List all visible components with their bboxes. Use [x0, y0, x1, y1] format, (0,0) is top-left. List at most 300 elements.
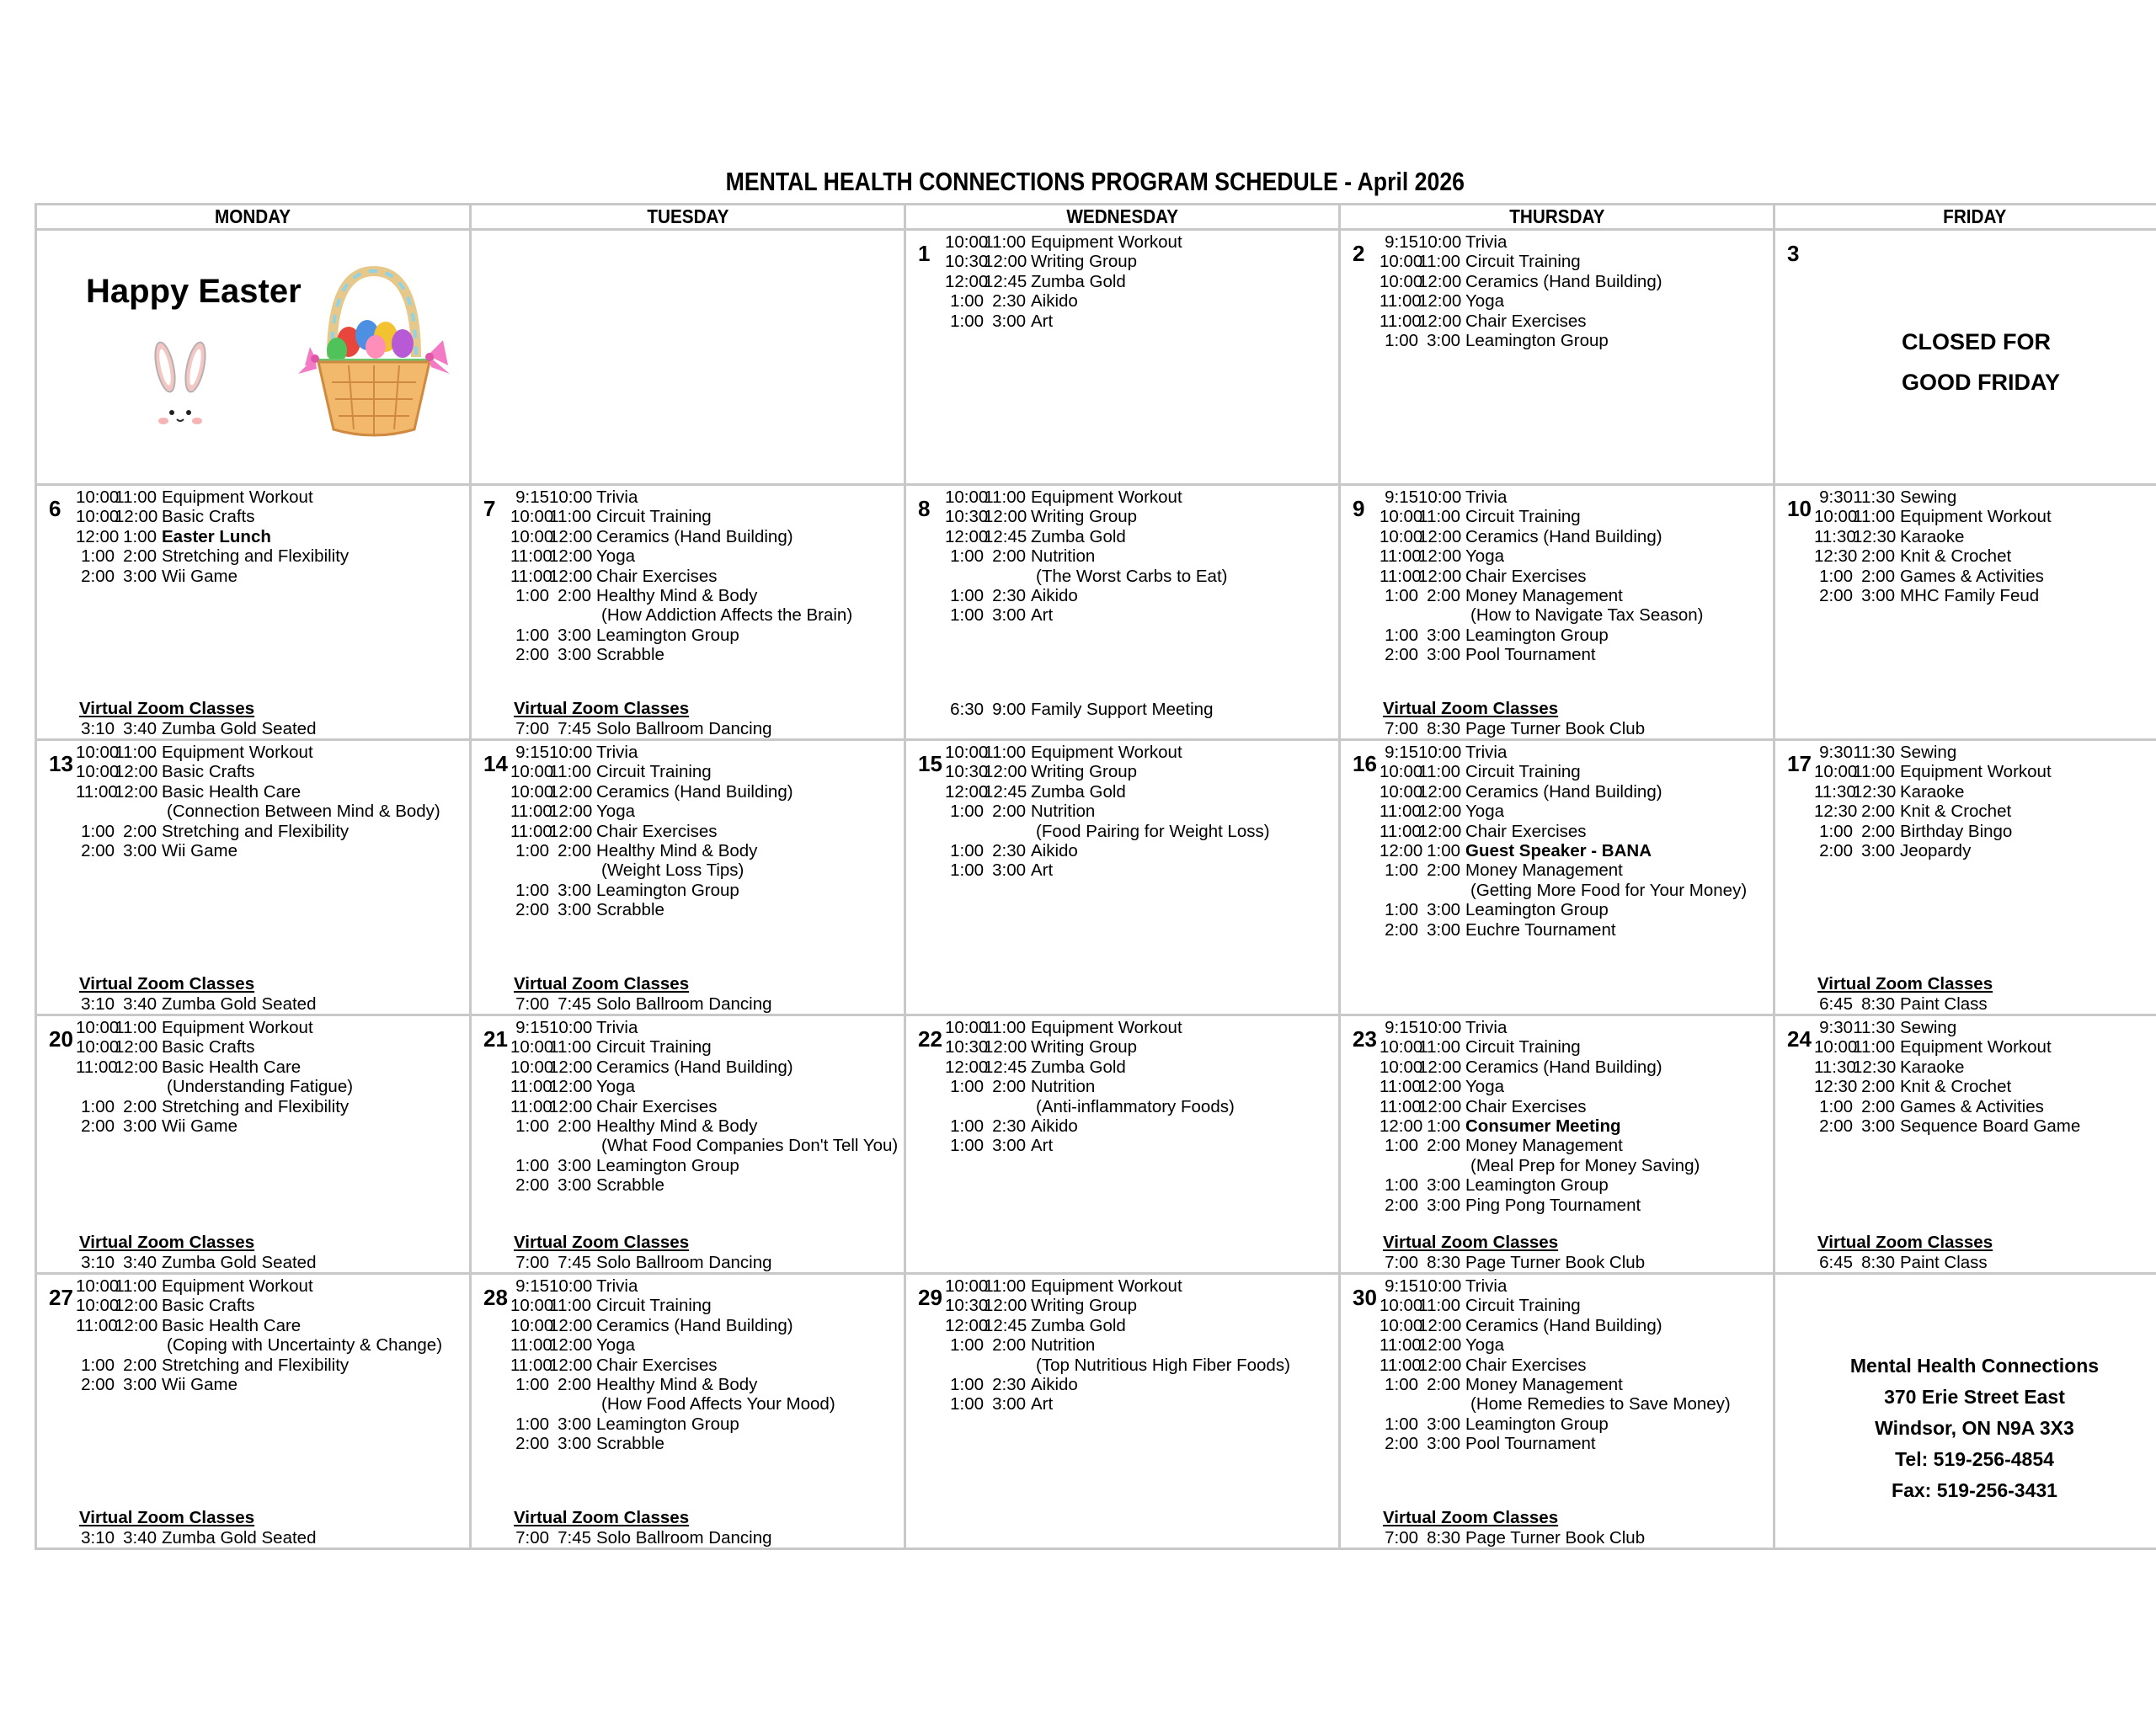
activity-row — [1380, 802, 1773, 821]
day-number: 6 — [49, 496, 61, 521]
activity-name: Stretching and Flexibility — [162, 821, 350, 841]
start-time: 1:00 — [1819, 566, 1853, 586]
start-time: 10:00 — [1814, 762, 1858, 782]
activity-topic: (Coping with Uncertainty & Change) — [167, 1335, 443, 1356]
header-friday — [1774, 205, 2156, 230]
day-number: 14 — [483, 751, 508, 776]
end-time: 3:00 — [1427, 1195, 1460, 1215]
activity-name: Page Turner Book Club — [1465, 1252, 1646, 1272]
activity-row — [1380, 1037, 1773, 1057]
day-cell — [1774, 1274, 2156, 1549]
start-time: 11:00 — [76, 781, 118, 802]
activity-row — [945, 1018, 1338, 1037]
end-time: 12:00 — [549, 1057, 593, 1077]
start-time: 10:00 — [1380, 507, 1423, 527]
activity-name: Equipment Workout — [162, 1018, 313, 1037]
activity-topic: (What Food Companies Don't Tell You) — [601, 1136, 899, 1156]
start-time: 10:00 — [1380, 271, 1423, 291]
activity-name: Ceramics (Hand Building) — [1465, 781, 1662, 802]
activity-row — [1814, 1077, 2156, 1096]
end-time: 10:00 — [549, 1018, 593, 1037]
end-time: 12:45 — [984, 1057, 1027, 1077]
end-time: 12:00 — [984, 1296, 1027, 1316]
end-time: 2:30 — [992, 1116, 1026, 1137]
contact-line: Fax: 519-256-3431 — [1892, 1479, 2057, 1501]
activity-list — [945, 232, 1338, 331]
start-time: 10:00 — [945, 743, 989, 762]
start-time: 10:00 — [1380, 781, 1423, 802]
end-time: 12:00 — [549, 1355, 593, 1375]
day-cell — [1774, 485, 2156, 740]
start-time: 11:30 — [1814, 526, 1856, 546]
activity-row — [1380, 546, 1773, 566]
end-time: 11:00 — [984, 232, 1026, 252]
start-time: 12:00 — [945, 271, 989, 291]
end-time: 12:00 — [549, 1315, 593, 1335]
activity-row — [945, 1335, 1338, 1355]
activity-row — [76, 1296, 469, 1315]
start-time: 9:15 — [1385, 1018, 1418, 1037]
virtual-zoom-classes — [1380, 699, 1773, 738]
activity-row — [1814, 586, 2156, 605]
start-time: 9:15 — [1385, 1276, 1418, 1296]
activity-row — [1380, 1434, 1773, 1453]
end-time: 3:40 — [123, 1527, 157, 1548]
activity-row — [510, 881, 904, 900]
end-time: 11:00 — [549, 507, 591, 527]
start-time: 11:00 — [1380, 821, 1422, 841]
start-time: 1:00 — [950, 802, 984, 822]
end-time: 11:00 — [115, 1276, 157, 1296]
day-cell-content — [1775, 741, 2156, 1014]
activity-row — [945, 546, 1338, 566]
activity-row — [1814, 841, 2156, 860]
start-time: 10:00 — [1380, 526, 1423, 546]
end-time: 10:00 — [1418, 743, 1462, 762]
activity-row — [945, 272, 1338, 291]
activity-row — [510, 567, 904, 586]
evening-activity-row — [945, 700, 1338, 719]
activity-row — [76, 743, 469, 762]
end-time: 12:00 — [1418, 1315, 1462, 1335]
header-wednesday — [905, 205, 1340, 230]
activity-row — [1380, 626, 1773, 645]
activity-row — [1380, 900, 1773, 919]
day-cell-content — [37, 1016, 469, 1272]
activity-name: Wii Game — [162, 1116, 237, 1137]
week-row — [36, 1274, 2156, 1549]
start-time: 10:30 — [945, 762, 989, 782]
activity-name: Healthy Mind & Body — [596, 586, 758, 606]
end-time: 2:00 — [1861, 1096, 1895, 1116]
end-time: 2:00 — [558, 841, 591, 861]
end-time: 2:00 — [123, 546, 157, 567]
end-time: 12:00 — [1418, 1077, 1462, 1097]
activity-row — [510, 1018, 904, 1037]
activity-row — [76, 567, 469, 586]
end-time: 2:30 — [992, 841, 1026, 861]
activity-row — [945, 1316, 1338, 1335]
end-time: 3:00 — [992, 605, 1026, 626]
day-cell-content — [906, 741, 1338, 1014]
activity-topic: (Home Remedies to Save Money) — [1470, 1394, 1731, 1414]
zoom-header: Virtual Zoom Classes — [79, 699, 255, 719]
start-time: 6:45 — [1819, 994, 1853, 1014]
day-number: 28 — [483, 1285, 508, 1310]
activity-name: Zumba Gold — [1031, 1315, 1126, 1335]
end-time: 3:00 — [558, 1414, 591, 1434]
activity-row — [1380, 1414, 1773, 1434]
activity-row — [510, 586, 904, 605]
activity-row — [1380, 1018, 1773, 1037]
end-time: 12:00 — [115, 781, 158, 802]
start-time: 7:00 — [515, 1527, 549, 1548]
zoom-header: Virtual Zoom Classes — [1383, 699, 1559, 719]
activity-list — [1380, 487, 1773, 665]
start-time: 12:00 — [945, 526, 989, 546]
activity-name: Leamington Group — [1465, 625, 1609, 645]
start-time: 11:00 — [1380, 291, 1422, 312]
activity-name: Writing Group — [1031, 762, 1138, 782]
zoom-header: Virtual Zoom Classes — [514, 974, 690, 994]
activity-row — [945, 527, 1338, 546]
start-time: 10:00 — [1380, 1296, 1423, 1316]
end-time: 11:00 — [1853, 507, 1895, 527]
header-tuesday — [471, 205, 905, 230]
end-time: 3:00 — [558, 1175, 591, 1196]
day-cell — [471, 1274, 905, 1549]
activity-name: Family Support Meeting — [1031, 699, 1214, 719]
end-time: 12:00 — [549, 1335, 593, 1356]
activity-name: Nutrition — [1031, 1077, 1096, 1097]
start-time: 2:00 — [515, 900, 549, 920]
end-time: 2:00 — [1861, 566, 1895, 586]
day-cell — [36, 485, 471, 740]
start-time: 1:00 — [1819, 1096, 1853, 1116]
activity-row — [1380, 841, 1773, 860]
zoom-activity-row — [510, 1528, 904, 1548]
end-time: 11:30 — [1853, 743, 1895, 762]
activity-name: Yoga — [1465, 546, 1504, 567]
start-time: 2:00 — [1819, 841, 1853, 861]
activity-list — [76, 1018, 469, 1136]
activity-name: Leamington Group — [596, 625, 739, 645]
activity-row — [510, 762, 904, 781]
end-time: 11:00 — [984, 1018, 1026, 1037]
start-time: 1:00 — [950, 1375, 984, 1395]
end-time: 11:00 — [1853, 762, 1895, 782]
day-cell — [905, 740, 1340, 1015]
activity-row — [510, 1335, 904, 1355]
end-time: 11:00 — [549, 1296, 591, 1316]
day-number: 2 — [1353, 241, 1365, 266]
activity-list — [1380, 1018, 1773, 1215]
day-cell — [1340, 230, 1774, 485]
easter-basket-icon — [298, 264, 450, 445]
activity-row — [1380, 822, 1773, 841]
end-time: 1:00 — [123, 526, 157, 546]
activity-row — [1380, 645, 1773, 664]
zoom-header: Virtual Zoom Classes — [1817, 1233, 1993, 1253]
activity-row — [510, 1276, 904, 1296]
activity-name: Art — [1031, 605, 1054, 626]
day-cell-content — [906, 1016, 1338, 1272]
zoom-activity-row — [1380, 1253, 1773, 1272]
end-time: 3:00 — [992, 1136, 1026, 1156]
activity-name: Circuit Training — [596, 507, 712, 527]
end-time: 11:00 — [984, 743, 1026, 762]
activity-row — [1380, 1196, 1773, 1215]
activity-row — [1380, 272, 1773, 291]
end-time: 3:00 — [1427, 1414, 1460, 1434]
activity-name: Basic Crafts — [162, 1296, 255, 1316]
activity-row — [510, 1116, 904, 1136]
activity-list — [945, 1018, 1338, 1156]
start-time: 1:00 — [950, 546, 984, 567]
end-time: 3:00 — [558, 645, 591, 665]
activity-row — [76, 822, 469, 841]
start-time: 6:30 — [950, 699, 984, 719]
activity-row — [510, 527, 904, 546]
activity-name: Sequence Board Game — [1900, 1116, 2081, 1137]
activity-name: Trivia — [596, 1018, 638, 1037]
activity-name: Equipment Workout — [162, 1276, 313, 1296]
start-time: 10:00 — [76, 487, 120, 507]
schedule-calendar — [35, 203, 2156, 1550]
activity-row — [510, 487, 904, 507]
zoom-header: Virtual Zoom Classes — [514, 1233, 690, 1253]
start-time: 11:00 — [1380, 566, 1422, 586]
end-time: 2:30 — [992, 291, 1026, 312]
contact-line: Windsor, ON N9A 3X3 — [1875, 1417, 2074, 1439]
start-time: 10:00 — [945, 232, 989, 252]
virtual-zoom-classes — [76, 1508, 469, 1548]
activity-name: Paint Class — [1900, 1252, 1988, 1272]
start-time: 1:00 — [81, 1096, 115, 1116]
activity-name: Sewing — [1900, 1018, 1957, 1037]
activity-name: Trivia — [1465, 1276, 1508, 1296]
activity-list — [76, 743, 469, 860]
activity-name: Circuit Training — [596, 762, 712, 782]
zoom-activity-row — [510, 1253, 904, 1272]
end-time: 3:00 — [1861, 1116, 1895, 1137]
activity-name: Stretching and Flexibility — [162, 1096, 350, 1116]
start-time: 1:00 — [515, 1375, 549, 1395]
activity-name: Wii Game — [162, 841, 237, 861]
contact-line: Mental Health Connections — [1849, 1355, 2100, 1377]
activity-name: Trivia — [596, 743, 638, 762]
closed-line: CLOSED FOR — [1902, 329, 2052, 354]
activity-name: Leamington Group — [1465, 331, 1609, 351]
activity-row — [945, 605, 1338, 625]
activity-name: Zumba Gold Seated — [162, 1527, 317, 1548]
end-time: 11:00 — [984, 1276, 1026, 1296]
end-time: 3:00 — [123, 841, 157, 861]
activity-name: Chair Exercises — [596, 1355, 718, 1375]
activity-name: Healthy Mind & Body — [596, 841, 758, 861]
end-time: 11:00 — [549, 762, 591, 782]
activity-row — [510, 645, 904, 664]
activity-row — [76, 527, 469, 546]
activity-name: Chair Exercises — [1465, 566, 1587, 586]
day-cell-content — [1341, 1275, 1773, 1548]
activity-name: Chair Exercises — [1465, 1355, 1587, 1375]
start-time: 1:00 — [950, 605, 984, 626]
activity-row — [76, 1116, 469, 1136]
end-time: 3:40 — [123, 1252, 157, 1272]
activity-name: Ping Pong Tournament — [1465, 1195, 1641, 1215]
day-cell-content — [472, 741, 904, 1014]
start-time: 12:00 — [76, 526, 120, 546]
start-time: 7:00 — [515, 1252, 549, 1272]
zoom-header: Virtual Zoom Classes — [514, 1508, 690, 1528]
zoom-header: Virtual Zoom Classes — [79, 1508, 255, 1528]
activity-row — [76, 1276, 469, 1296]
activity-name: Consumer Meeting — [1465, 1116, 1621, 1137]
start-time: 11:00 — [1380, 311, 1422, 331]
start-time: 1:00 — [950, 311, 984, 331]
start-time: 11:00 — [1380, 1096, 1422, 1116]
activity-row — [1814, 1097, 2156, 1116]
end-time: 12:00 — [1418, 821, 1462, 841]
day-cell-content — [1775, 1275, 2156, 1548]
activity-name: Ceramics (Hand Building) — [596, 781, 793, 802]
end-time: 12:00 — [549, 1096, 593, 1116]
start-time: 1:00 — [950, 1335, 984, 1356]
activity-row — [76, 546, 469, 566]
activity-row — [1380, 312, 1773, 331]
week-row — [36, 740, 2156, 1015]
start-time: 10:00 — [1380, 1315, 1423, 1335]
activity-row — [945, 586, 1338, 605]
day-cell-content — [1341, 1016, 1773, 1272]
activity-row — [510, 841, 904, 860]
zoom-activity-row — [76, 719, 469, 738]
activity-row — [510, 546, 904, 566]
start-time: 11:00 — [1380, 546, 1422, 567]
activity-list — [945, 487, 1338, 626]
activity-row — [1380, 1335, 1773, 1355]
activity-name: Solo Ballroom Dancing — [596, 1252, 772, 1272]
activity-name: Leamington Group — [1465, 1175, 1609, 1196]
activity-row — [76, 1057, 469, 1077]
activity-name: Circuit Training — [1465, 252, 1581, 272]
activity-name: Circuit Training — [1465, 1296, 1581, 1316]
start-time: 10:00 — [510, 1315, 554, 1335]
activity-name: Leamington Group — [596, 1414, 739, 1434]
end-time: 3:00 — [1427, 900, 1460, 920]
end-time: 10:00 — [1418, 487, 1462, 507]
activity-row — [1380, 1057, 1773, 1077]
activity-name: Zumba Gold — [1031, 526, 1126, 546]
start-time: 1:00 — [950, 841, 984, 861]
activity-name: Art — [1031, 311, 1054, 331]
activity-list — [1380, 1276, 1773, 1454]
zoom-header: Virtual Zoom Classes — [1383, 1508, 1559, 1528]
activity-name: Leamington Group — [596, 1155, 739, 1175]
activity-name: Circuit Training — [1465, 1037, 1581, 1057]
end-time: 3:00 — [1427, 919, 1460, 940]
activity-row — [1380, 487, 1773, 507]
start-time: 1:00 — [1385, 1375, 1418, 1395]
end-time: 3:00 — [1427, 645, 1460, 665]
activity-name: Equipment Workout — [1900, 1037, 2052, 1057]
activity-row — [510, 1356, 904, 1375]
end-time: 11:00 — [549, 1037, 591, 1057]
activity-name: Scrabble — [596, 1175, 664, 1196]
end-time: 12:00 — [1418, 1096, 1462, 1116]
day-cell-content — [906, 486, 1338, 738]
activity-name: Ceramics (Hand Building) — [1465, 526, 1662, 546]
activity-name: Money Management — [1465, 860, 1623, 881]
day-number: 30 — [1353, 1285, 1377, 1310]
activity-name: Zumba Gold Seated — [162, 1252, 317, 1272]
activity-name: Zumba Gold Seated — [162, 994, 317, 1014]
end-time: 2:00 — [123, 821, 157, 841]
start-time: 11:00 — [510, 566, 552, 586]
header-label: WEDNESDAY — [1066, 205, 1178, 227]
activity-row — [945, 312, 1338, 331]
end-time: 1:00 — [1427, 1116, 1460, 1137]
activity-name: Jeopardy — [1900, 841, 1972, 861]
virtual-zoom-classes — [510, 1233, 904, 1272]
start-time: 10:00 — [1814, 507, 1858, 527]
end-time: 12:00 — [984, 507, 1027, 527]
start-time: 1:00 — [1385, 331, 1418, 351]
day-cell — [36, 1015, 471, 1274]
start-time: 12:30 — [1814, 546, 1858, 567]
activity-name: Yoga — [596, 1077, 635, 1097]
day-cell-content — [472, 1275, 904, 1548]
activity-row — [1380, 527, 1773, 546]
activity-topic: (Getting More Food for Your Money) — [1470, 880, 1748, 900]
activity-row — [510, 1156, 904, 1175]
day-cell — [36, 740, 471, 1015]
activity-name: Chair Exercises — [596, 566, 718, 586]
start-time: 1:00 — [1385, 625, 1418, 645]
start-time: 10:00 — [510, 1296, 554, 1316]
activity-row — [510, 1097, 904, 1116]
start-time: 9:15 — [1385, 743, 1418, 762]
activity-topic: (How Food Affects Your Mood) — [601, 1394, 835, 1414]
activity-name: Art — [1031, 1136, 1054, 1156]
day-number: 7 — [483, 496, 496, 521]
activity-row — [1380, 1296, 1773, 1315]
activity-name: MHC Family Feud — [1900, 586, 2040, 606]
activity-row — [1380, 1175, 1773, 1195]
day-number: 22 — [918, 1026, 942, 1052]
start-time: 9:30 — [1819, 1018, 1853, 1037]
start-time: 9:15 — [1385, 232, 1418, 252]
start-time: 11:00 — [76, 1057, 118, 1077]
header-thursday — [1340, 205, 1774, 230]
activity-name: Ceramics (Hand Building) — [1465, 1315, 1662, 1335]
activity-name: Money Management — [1465, 1375, 1623, 1395]
activity-name: Circuit Training — [596, 1037, 712, 1057]
activity-list — [76, 487, 469, 586]
activity-name: Writing Group — [1031, 1296, 1138, 1316]
start-time: 10:30 — [945, 507, 989, 527]
start-time: 1:00 — [950, 1394, 984, 1414]
day-number: 9 — [1353, 496, 1365, 521]
end-time: 12:30 — [1853, 526, 1897, 546]
day-number: 1 — [918, 241, 931, 266]
end-time: 12:00 — [1418, 546, 1462, 567]
end-time: 12:00 — [549, 566, 593, 586]
start-time: 9:15 — [515, 1276, 549, 1296]
header-label: FRIDAY — [1942, 205, 2007, 227]
activity-row — [510, 1296, 904, 1315]
